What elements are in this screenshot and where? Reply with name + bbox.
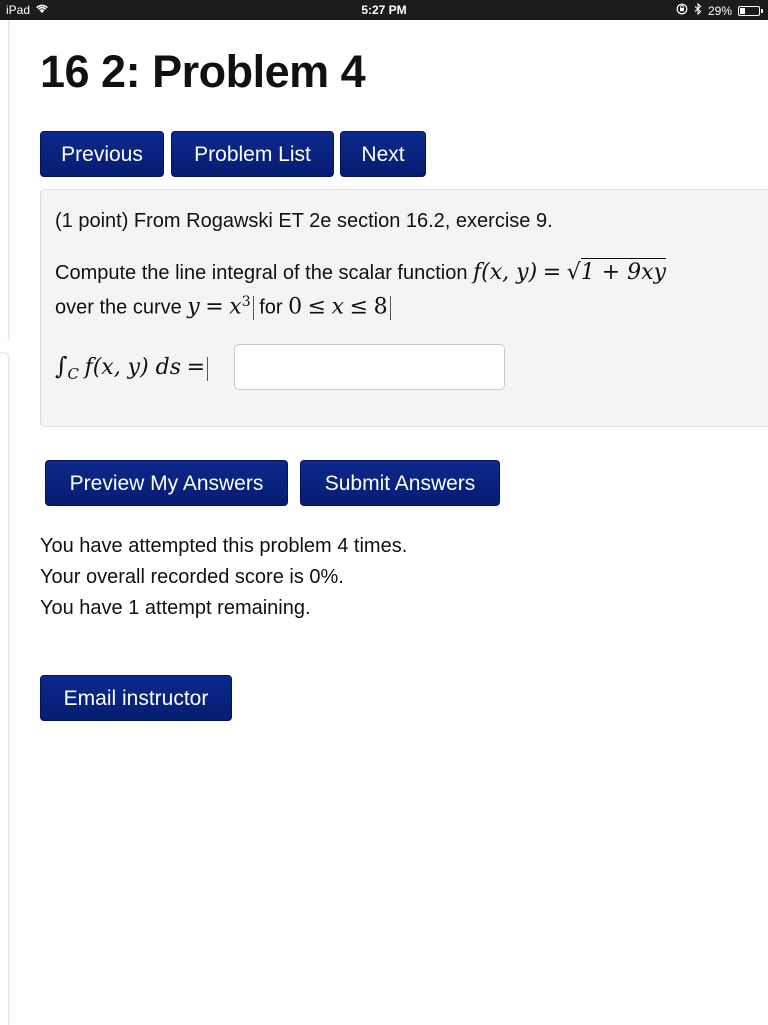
sqrt-symbol: √ [566,260,581,285]
remaining-attempts-text: You have 1 attempt remaining. [40,597,311,619]
cursor-mark-2 [390,296,391,320]
bluetooth-icon [694,3,702,18]
integral-equals: = [186,355,206,380]
submit-answers-button[interactable]: Submit Answers [300,460,500,506]
problem-statement-line2 [55,294,391,320]
function-lhs: f(x, y) [473,260,538,285]
problem-header: (1 point) From Rogawski ET 2e section 16.2, exercise 9. [55,210,553,232]
curve-equals: = [205,294,224,320]
integral-subscript: C [67,365,79,383]
status-right [676,3,760,18]
integrand: f(x, y) ds [84,355,182,380]
sidebar-edge-lower [0,352,9,1025]
battery-icon [738,6,760,16]
sqrt-body: 1 + 9xy [580,260,667,285]
range-var: x [331,294,345,320]
integral-symbol: ∫ [55,352,68,380]
sidebar-edge [0,20,9,340]
curve-exponent: 3 [241,294,251,310]
integral-prompt [55,352,208,383]
page-title: 16 2: Problem 4 [40,46,366,97]
status-bar [0,0,768,20]
le-sign-2: ≤ [349,294,369,320]
clock: 5:27 PM [361,3,407,17]
device-label: iPad [6,3,31,17]
preview-answers-button[interactable]: Preview My Answers [45,460,288,506]
curve-y: y [187,294,200,320]
curve-text: over the curve [55,296,182,319]
problem-list-button[interactable]: Problem List [171,131,334,177]
next-button[interactable]: Next [340,131,426,177]
statement-text: Compute the line integral of the scalar function [55,262,468,284]
problem-statement-line1 [55,260,666,285]
attempt-count-text: You have attempted this problem 4 times. [40,535,408,557]
curve-x: x [229,294,242,320]
email-instructor-button[interactable]: Email instructor [40,675,232,721]
score-text: Your overall recorded score is 0%. [40,566,344,588]
le-sign-1: ≤ [307,294,327,320]
battery-percent: 29% [707,3,732,18]
cursor-mark-3 [207,357,208,381]
answer-input[interactable] [234,344,505,390]
range-low: 0 [288,294,303,320]
orientation-lock-icon [676,3,688,18]
battery-level [740,8,745,14]
previous-button[interactable]: Previous [40,131,164,177]
attempt-status [40,531,407,624]
cursor-mark [253,296,254,320]
for-text: for [259,296,283,319]
range-high: 8 [373,294,388,320]
equals-sign: = [542,260,562,285]
